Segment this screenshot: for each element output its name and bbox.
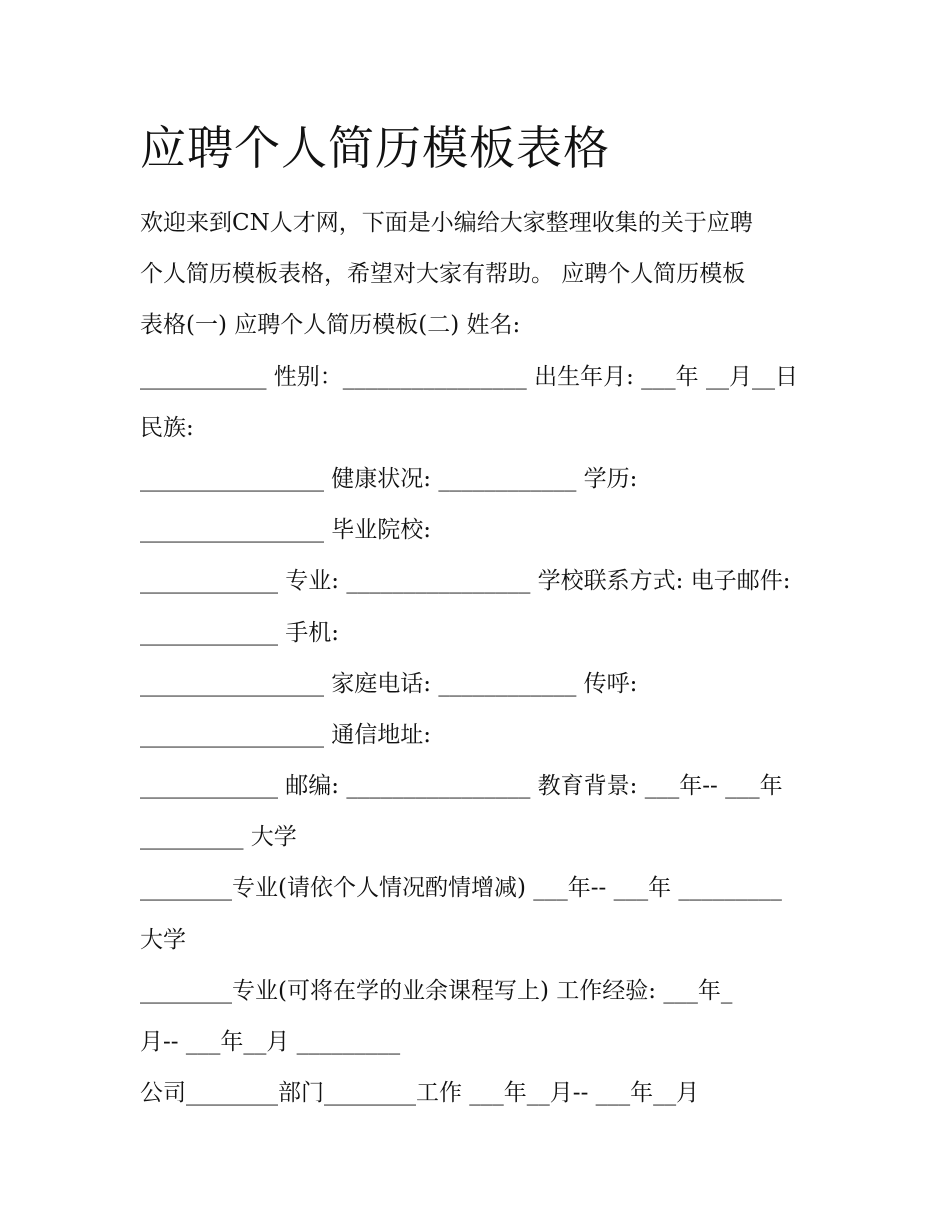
body-line: ________________ 家庭电话: ____________ 传呼: [140,670,638,697]
body-line: 个人简历模板表格，希望对大家有帮助。 应聘个人简历模板 [140,261,746,288]
body-line: ________专业(可将在学的业余课程写上) 工作经验: ___年_ [140,977,733,1004]
body-line: ___________ 性别：________________ 出生年月: ___年 __月__日 [140,363,798,390]
body-line: 公司________部门________工作 ___年__月-- ___年__月 [140,1080,700,1107]
body-line: 大学 [140,926,186,953]
body-line: _________ 大学 [140,824,297,851]
body-line: ____________ 手机: [140,619,340,646]
body-line: 民族: [140,414,194,441]
body-line: ____________ 邮编: ________________ 教育背景: ___年-- ___年 [140,773,783,800]
body-line: 表格(一) 应聘个人简历模板(二) 姓名: [140,312,521,339]
body-line: ________专业(请依个人情况酌情增减) ___年-- ___年 _________ [140,875,782,902]
body-line: ____________ 专业: ________________ 学校联系方式: 电子邮件: [140,568,791,595]
document-title: 应聘个人简历模板表格 [140,121,610,175]
body-line: ________________ 毕业院校: [140,517,432,544]
body-line: 欢迎来到CN人才网，下面是小编给大家整理收集的关于应聘 [140,210,753,236]
body-line: ________________ 通信地址: [140,721,432,748]
document-body [140,198,820,1119]
body-line: 月-- ___年__月 _________ [140,1029,401,1055]
body-line: ________________ 健康状况: ____________ 学历: [140,465,638,492]
